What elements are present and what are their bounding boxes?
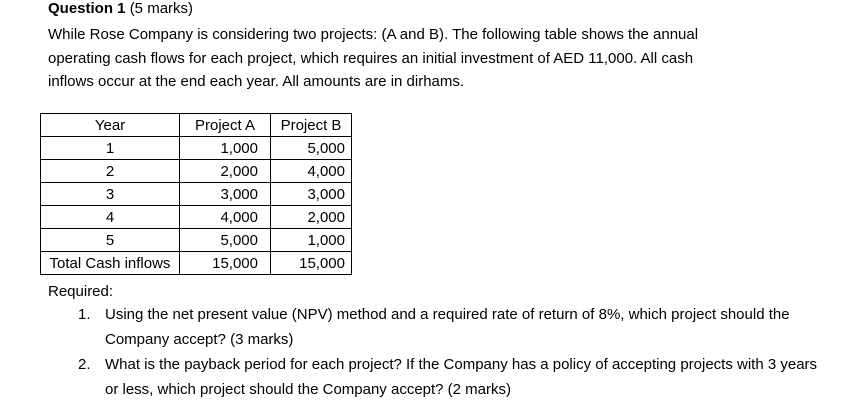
list-item — [78, 303, 818, 352]
cell-project-b: 3,000 — [271, 183, 352, 206]
table-row — [41, 160, 352, 183]
cell-total-project-b: 15,000 — [271, 252, 352, 275]
header-project-a: Project A — [180, 114, 271, 137]
item-text: Using the net present value (NPV) method and a required rate of return of 8%, which project should the Company accept? (3 marks) — [105, 306, 790, 348]
cell-project-b: 1,000 — [271, 229, 352, 252]
table-header-row — [41, 114, 352, 137]
cell-project-a: 1,000 — [180, 137, 271, 160]
table-total-row — [41, 252, 352, 275]
cell-project-a: 5,000 — [180, 229, 271, 252]
cell-year: 2 — [41, 160, 180, 183]
cell-project-a: 3,000 — [180, 183, 271, 206]
cell-project-b: 2,000 — [271, 206, 352, 229]
question-label: Question 1 — [48, 0, 126, 17]
required-heading: Required: — [48, 283, 114, 300]
cell-project-b: 4,000 — [271, 160, 352, 183]
item-number: 1. — [78, 306, 91, 323]
required-list — [78, 303, 818, 403]
cell-project-a: 4,000 — [180, 206, 271, 229]
cell-year: 3 — [41, 183, 180, 206]
item-text: What is the payback period for each project? If the Company has a policy of accepting projects with 3 years or less, which project should the Company accept? (2 marks) — [105, 356, 818, 398]
list-item — [78, 353, 818, 402]
table-row — [41, 229, 352, 252]
cell-year: 4 — [41, 206, 180, 229]
intro-line: operating cash flows for each project, which requires an initial investment of AED 11,000. All cash — [48, 49, 694, 67]
question-intro — [48, 23, 768, 94]
cell-year: 5 — [41, 229, 180, 252]
cell-year: 1 — [41, 137, 180, 160]
cell-total-label: Total Cash inflows — [41, 252, 180, 275]
question-title — [48, 0, 193, 18]
cell-project-a: 2,000 — [180, 160, 271, 183]
header-project-b: Project B — [271, 114, 352, 137]
item-number: 2. — [78, 356, 91, 373]
cell-total-project-a: 15,000 — [180, 252, 271, 275]
cell-project-b: 5,000 — [271, 137, 352, 160]
table-row — [41, 137, 352, 160]
intro-line: inflows occur at the end each year. All amounts are in dirhams. — [48, 73, 465, 90]
table-row — [41, 183, 352, 206]
header-year: Year — [41, 114, 180, 137]
question-marks: (5 marks) — [129, 0, 194, 17]
cash-flow-table — [40, 113, 352, 275]
intro-line: While Rose Company is considering two projects: (A and B). The following table shows the annual — [48, 26, 699, 43]
table-row — [41, 206, 352, 229]
